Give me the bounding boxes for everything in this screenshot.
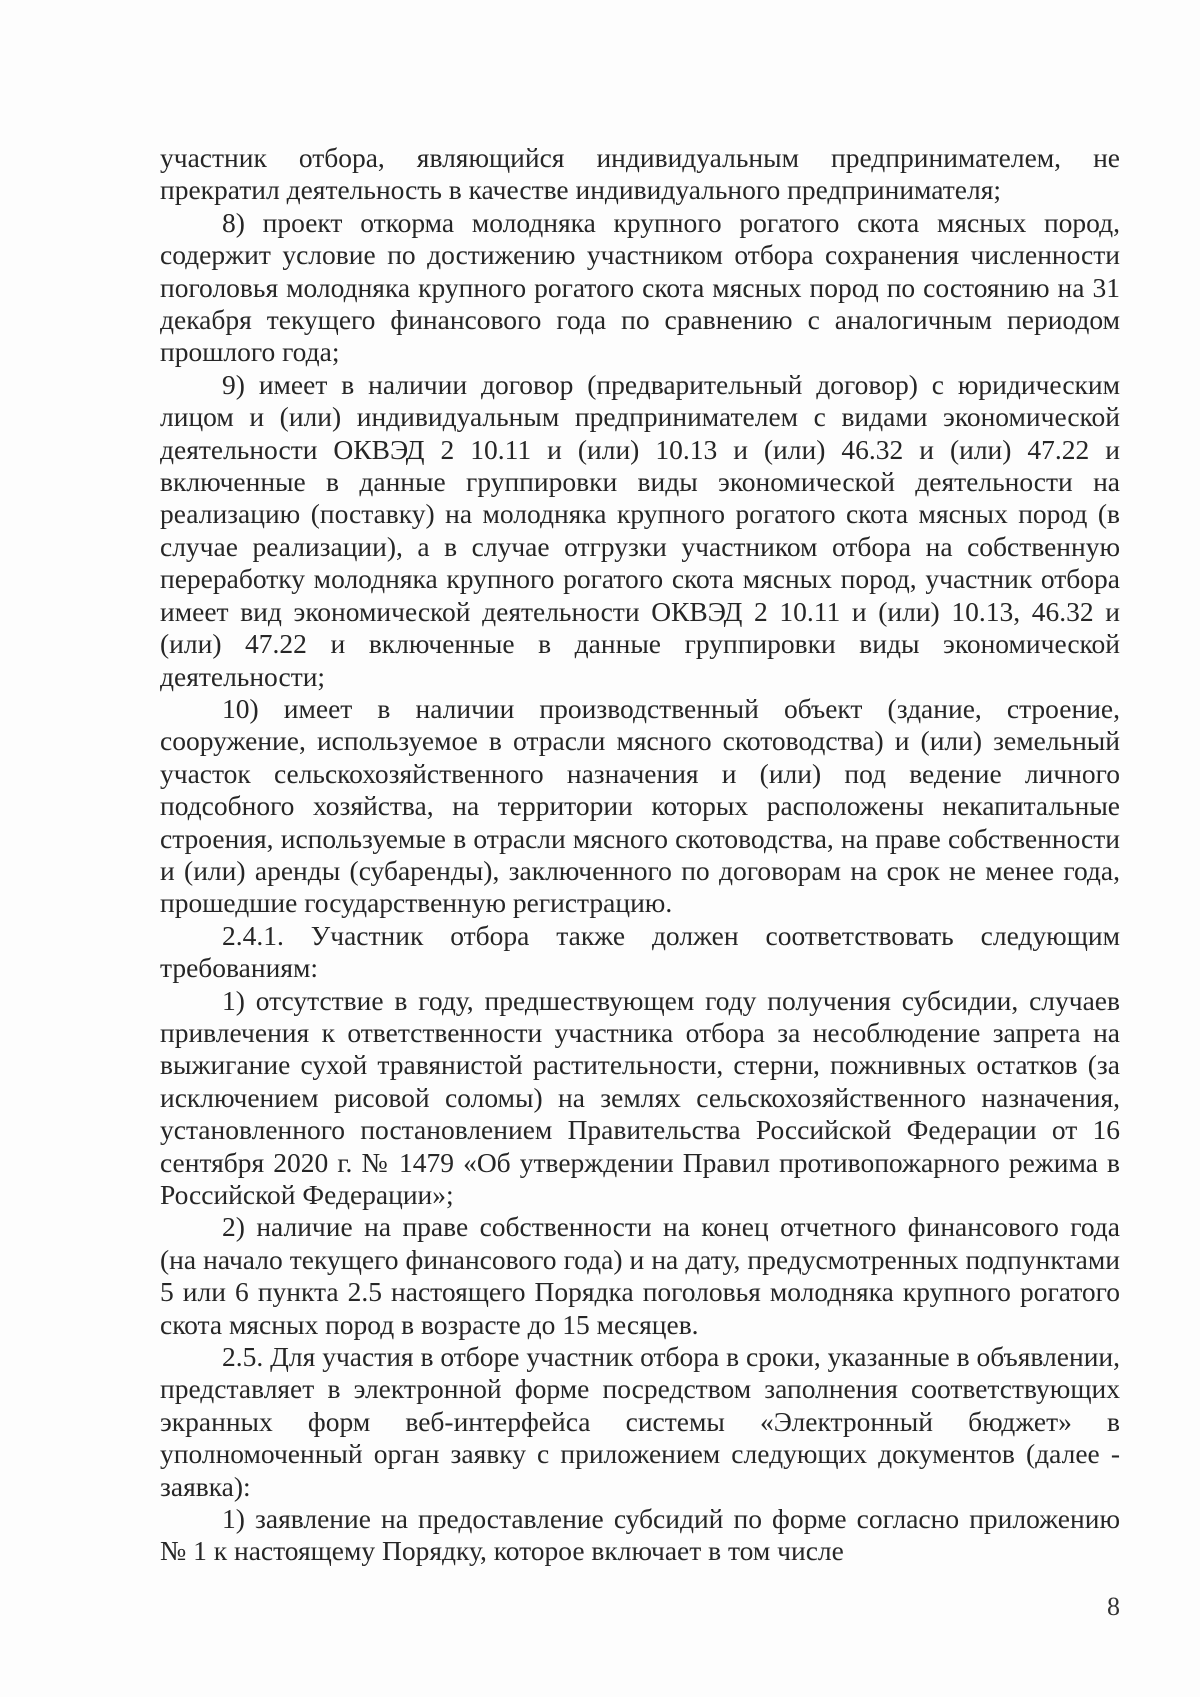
paragraph-item-10: 10) имеет в наличии производственный объект (здание, строение, сооружение, используемое в отрасли мясного скотоводства) и (или) земельный участок сельскохозяйственного назначения и (или) под ведение личного подсобного хозяйства, на территории которых расположены некапитальные строения, используемые в отрасли мясного скотоводства, на праве собственности и (или) аренды (субаренды), заключенного по договорам на срок не менее года, прошедшие государственную регистрацию. <box>160 692 1120 919</box>
paragraph-requirement-2: 2) наличие на праве собственности на конец отчетного финансового года (на начало текущего финансового года) и на дату, предусмотренных подпунктами 5 или 6 пункта 2.5 настоящего Порядка поголовья молодняка крупного рогатого скота мясных пород в возрасте до 15 месяцев. <box>160 1211 1120 1340</box>
paragraph-document-1: 1) заявление на предоставление субсидий по форме согласно приложению № 1 к настоящему Порядку, которое включает в том числе <box>160 1503 1120 1567</box>
paragraph-continuation: участник отбора, являющийся индивидуальным предпринимателем, не прекратил деятельность в качестве индивидуального предпринимателя; <box>160 142 1120 206</box>
paragraph-item-8: 8) проект откорма молодняка крупного рогатого скота мясных пород, содержит условие по достижению участником отбора сохранения численности поголовья молодняка крупного рогатого скота мясных пород по состоянию на 31 декабря текущего финансового года по сравнению с аналогичным периодом прошлого года; <box>160 206 1120 368</box>
paragraph-item-9: 9) имеет в наличии договор (предварительный договор) с юридическим лицом и (или) индивидуальным предпринимателем с видами экономической деятельности ОКВЭД 2 10.11 и (или) 10.13 и (или) 46.32 и (или) 47.22 и включенные в данные группировки виды экономической деятельности на реализацию (поставку) на молодняка крупного рогатого скота мясных пород (в случае реализации), а в случае отгрузки участником отбора на собственную переработку молодняка крупного рогатого скота мясных пород, участник отбора имеет вид экономической деятельности ОКВЭД 2 10.11 и (или) 10.13, 46.32 и (или) 47.22 и включенные в данные группировки виды экономической деятельности; <box>160 368 1120 692</box>
paragraph-section-2-5: 2.5. Для участия в отборе участник отбора в сроки, указанные в объявлении, представляет в электронной форме посредством заполнения соответствующих экранных форм веб-интерфейса системы «Электронный бюджет» в уполномоченный орган заявку с приложением следующих документов (далее - заявка): <box>160 1341 1120 1502</box>
document-body <box>160 142 1120 1568</box>
paragraph-section-2-4-1: 2.4.1. Участник отбора также должен соответствовать следующим требованиям: <box>160 919 1120 984</box>
page-number: 8 <box>1107 1592 1120 1621</box>
paragraph-requirement-1: 1) отсутствие в году, предшествующем году получения субсидии, случаев привлечения к ответственности участника отбора за несоблюдение запрета на выжигание сухой травянистой растительности, стерни, пожнивных остатков (за исключением рисовой соломы) на землях сельскохозяйственного назначения, установленного постановлением Правительства Российской Федерации от 16 сентября 2020 г. № 1479 «Об утверждении Правил противопожарного режима в Российской Федерации»; <box>160 984 1120 1210</box>
